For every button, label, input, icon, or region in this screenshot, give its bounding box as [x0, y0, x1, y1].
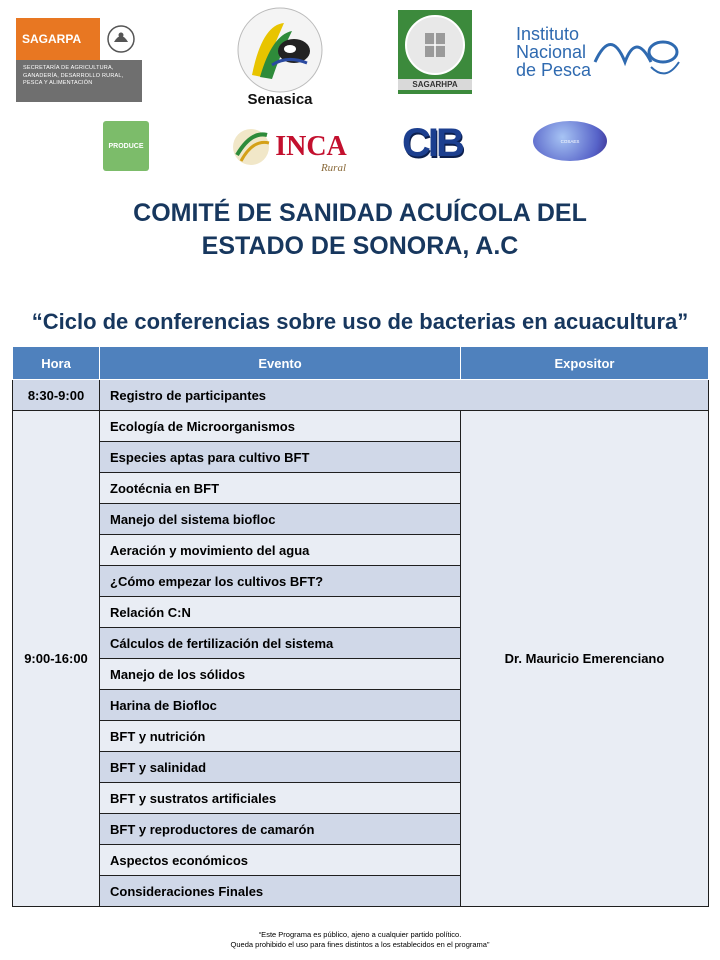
footer-disclaimer — [0, 930, 720, 950]
inca-leaf-icon — [231, 125, 275, 169]
senasica-logo-name: Senasica — [247, 90, 313, 108]
cib-logo — [392, 116, 472, 170]
event-cell: ¿Cómo empezar los cultivos BFT? — [100, 566, 461, 597]
program-table — [12, 346, 709, 907]
event-cell: Especies aptas para cultivo BFT — [100, 442, 461, 473]
event-cell: Ecología de Microorganismos — [100, 411, 461, 442]
senasica-emblem-icon — [232, 5, 328, 95]
inp-fish-icon — [591, 22, 681, 82]
event-cell: BFT y nutrición — [100, 721, 461, 752]
cosaes-logo — [530, 116, 610, 166]
produce-logo-name: PRODUCE — [108, 142, 144, 150]
cosaes-logo-name: COSAES — [533, 121, 607, 161]
inp-logo-line1: Instituto — [516, 24, 580, 44]
mexico-eagle-seal-icon — [100, 18, 142, 60]
sagarhpa-logo — [398, 10, 472, 94]
cib-logo-name: CIB — [402, 121, 462, 165]
sagarpa-logo-subtitle: SECRETARÍA DE AGRICULTURA, GANADERÍA, DESARROLLO RURAL, PESCA Y ALIMENTACIÓN — [23, 65, 124, 86]
event-cell: Aspectos económicos — [100, 845, 461, 876]
sagarpa-logo-name: SAGARPA — [16, 18, 100, 60]
inca-logo-sub: Rural — [320, 162, 346, 174]
senasica-logo — [228, 2, 332, 110]
table-row — [13, 411, 709, 442]
session-time: 9:00-16:00 — [13, 411, 100, 907]
event-cell: Manejo del sistema biofloc — [100, 504, 461, 535]
footer-line2: Queda prohibido el uso para fines distintos a los establecidos en el programa” — [230, 940, 490, 949]
event-cell: Relación C:N — [100, 597, 461, 628]
event-cell: BFT y salinidad — [100, 752, 461, 783]
sagarpa-logo — [16, 18, 142, 102]
event-cell: BFT y reproductores de camarón — [100, 814, 461, 845]
event-cell: Cálculos de fertilización del sistema — [100, 628, 461, 659]
inca-rural-logo — [230, 120, 348, 174]
inca-logo-name: INCA — [275, 131, 347, 162]
header-hora: Hora — [13, 347, 100, 380]
header-expositor: Expositor — [461, 347, 709, 380]
event-cell: Zootécnia en BFT — [100, 473, 461, 504]
registration-time: 8:30-9:00 — [13, 380, 100, 411]
page-title-line1: COMITÉ DE SANIDAD ACUÍCOLA DEL — [133, 199, 587, 227]
sonora-seal-icon — [405, 15, 465, 75]
table-header-row — [13, 347, 709, 380]
produce-logo — [88, 114, 164, 178]
header-evento: Evento — [100, 347, 461, 380]
registration-event: Registro de participantes — [100, 380, 709, 411]
inp-logo — [516, 20, 706, 84]
event-cell: Consideraciones Finales — [100, 876, 461, 907]
table-row-registration — [13, 380, 709, 411]
inp-logo-line2: Nacional — [516, 42, 587, 62]
session-speaker: Dr. Mauricio Emerenciano — [461, 411, 709, 907]
event-cell: Harina de Biofloc — [100, 690, 461, 721]
inp-logo-line3: de Pesca — [516, 60, 592, 80]
event-cell: BFT y sustratos artificiales — [100, 783, 461, 814]
event-cell: Manejo de los sólidos — [100, 659, 461, 690]
page-title-line2: ESTADO DE SONORA, A.C — [201, 232, 519, 260]
event-cell: Aeración y movimiento del agua — [100, 535, 461, 566]
footer-line1: “Este Programa es público, ajeno a cualquier partido político. — [258, 930, 462, 939]
page-subtitle: “Ciclo de conferencias sobre uso de bacterias en acuacultura” — [31, 309, 689, 334]
sagarhpa-logo-name: SAGARHPA — [398, 79, 472, 90]
